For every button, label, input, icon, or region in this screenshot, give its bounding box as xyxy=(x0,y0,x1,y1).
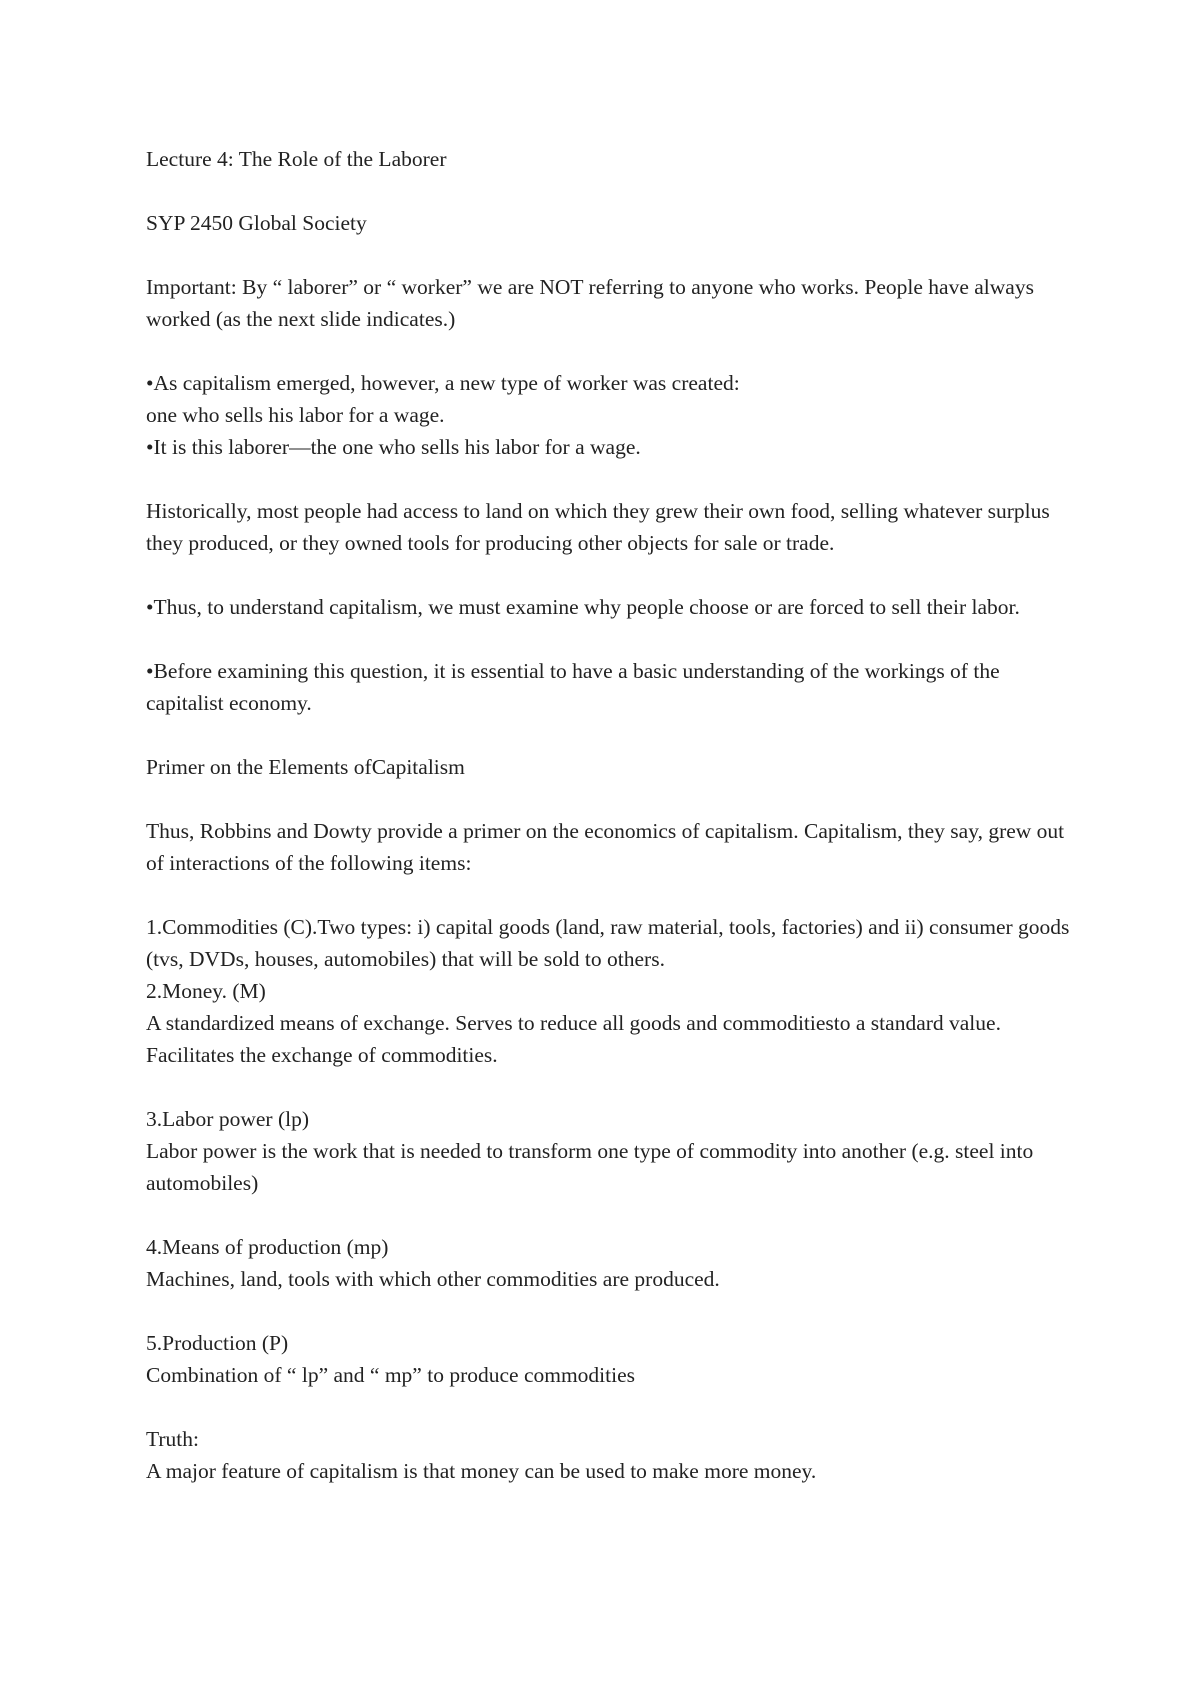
item-4-block xyxy=(146,1231,1076,1295)
truth-title: Truth: xyxy=(146,1427,199,1451)
course-name: SYP 2450 Global Society xyxy=(146,211,367,235)
lecture-title: Lecture 4: The Role of the Laborer xyxy=(146,147,447,171)
primer-intro: Thus, Robbins and Dowty provide a primer on the economics of capitalism. Capitalism, they say, grew out of interactions of the following items: xyxy=(146,819,1065,875)
item-production-desc: Combination of “ lp” and “ mp” to produce commodities xyxy=(146,1363,636,1387)
item-means-desc: Machines, land, tools with which other commodities are produced. xyxy=(146,1267,720,1291)
primer-heading: Primer on the Elements ofCapitalism xyxy=(146,755,465,779)
item-money-desc: A standardized means of exchange. Serves to reduce all goods and commoditiesto a standard value. Facilitates the exchange of commodities. xyxy=(146,1011,1001,1067)
capitalism-emerged-block xyxy=(146,367,1076,463)
item-labor-power-title: 3.Labor power (lp) xyxy=(146,1107,309,1131)
important-note: Important: By “ laborer” or “ worker” we are NOT referring to anyone who works. People have always worked (as the next slide indicates.) xyxy=(146,275,1034,331)
item-3-block xyxy=(146,1103,1076,1199)
item-5-block xyxy=(146,1327,1076,1391)
document-body xyxy=(146,143,1076,1487)
truth-desc: A major feature of capitalism is that money can be used to make more money. xyxy=(146,1459,817,1483)
item-production-title: 5.Production (P) xyxy=(146,1331,289,1355)
bullet-this-laborer: •It is this laborer—the one who sells his labor for a wage. xyxy=(146,435,641,459)
wage-seller-line: one who sells his labor for a wage. xyxy=(146,403,445,427)
item-labor-power-desc: Labor power is the work that is needed to transform one type of commodity into another (e.g. steel into automobiles) xyxy=(146,1139,1034,1195)
bullet-capitalism-emerged: •As capitalism emerged, however, a new type of worker was created: xyxy=(146,371,740,395)
bullet-before: •Before examining this question, it is essential to have a basic understanding of the workings of the capitalist economy. xyxy=(146,659,1000,715)
truth-block xyxy=(146,1423,1076,1487)
item-means-title: 4.Means of production (mp) xyxy=(146,1235,389,1259)
items-1-2-block xyxy=(146,911,1076,1071)
bullet-thus: •Thus, to understand capitalism, we must examine why people choose or are forced to sell their labor. xyxy=(146,595,1020,619)
historically-paragraph: Historically, most people had access to land on which they grew their own food, selling whatever surplus they produced, or they owned tools for producing other objects for sale or trade. xyxy=(146,499,1050,555)
item-commodities: 1.Commodities (C).Two types: i) capital goods (land, raw material, tools, factories) and ii) consumer goods (tvs, DVDs, houses, automobiles) that will be sold to others. xyxy=(146,915,1070,971)
item-money-title: 2.Money. (M) xyxy=(146,979,266,1003)
